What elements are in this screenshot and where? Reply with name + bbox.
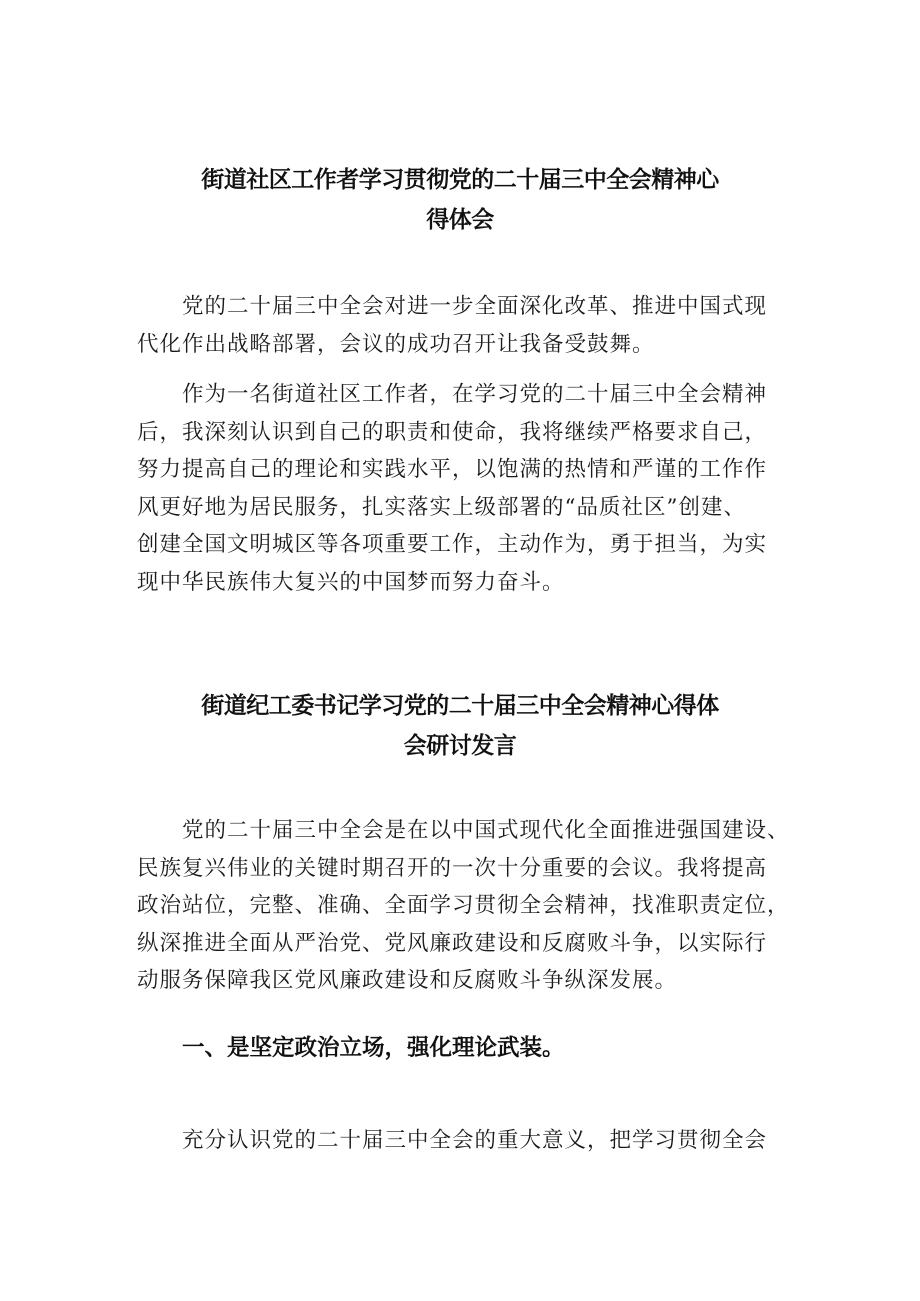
section2-title: [135, 686, 785, 766]
paragraph-line: 现中华民族伟大复兴的中国梦而努力奋斗。: [137, 569, 565, 595]
section2-paragraph-2: [137, 1122, 787, 1160]
section2-subheading: 一、是坚定政治立场，强化理论武装。: [182, 1035, 565, 1061]
section1-title-line: 街道社区工作者学习贯彻党的二十届三中全会精神心: [201, 167, 719, 193]
section2-paragraph-1: [137, 812, 790, 1000]
section2-title-line: 会研讨发言: [403, 733, 517, 759]
paragraph-line: 努力提高自己的理论和实践水平，以饱满的热情和严谨的工作作: [137, 457, 768, 482]
section1-paragraph-1: [137, 288, 787, 363]
paragraph-line: 民族复兴伟业的关键时期召开的一次十分重要的会议。我将提高: [137, 855, 768, 881]
paragraph-line: 党的二十届三中全会对进一步全面深化改革、推进中国式现: [182, 294, 768, 319]
paragraph-line: 风更好地为居民服务，扎实落实上级部署的“品质社区”创建、: [137, 494, 746, 520]
paragraph-line: 作为一名街道社区工作者，在学习党的二十届三中全会精神: [182, 382, 768, 407]
section1-title: [135, 160, 785, 240]
paragraph-line: 政治站位，完整、准确、全面学习贯彻全会精神，找准职责定位，: [137, 893, 790, 918]
section2-title-line: 街道纪工委书记学习党的二十届三中全会精神心得体: [201, 693, 719, 719]
paragraph-line: 后，我深刻认识到自己的职责和使命，我将继续严格要求自己，: [137, 419, 768, 445]
paragraph-line: 动服务保障我区党风廉政建设和反腐败斗争纵深发展。: [137, 968, 678, 993]
paragraph-line: 充分认识党的二十届三中全会的重大意义，把学习贯彻全会: [182, 1128, 768, 1153]
section1-title-line: 得体会: [426, 207, 494, 233]
paragraph-line: 创建全国文明城区等各项重要工作，主动作为，勇于担当，为实: [137, 532, 768, 557]
section1-paragraph-2: [137, 376, 787, 601]
paragraph-line: 代化作出战略部署，会议的成功召开让我备受鼓舞。: [137, 331, 655, 357]
paragraph-line: 纵深推进全面从严治党、党风廉政建设和反腐败斗争，以实际行: [137, 930, 768, 956]
paragraph-line: 党的二十届三中全会是在以中国式现代化全面推进强国建设、: [182, 818, 790, 843]
